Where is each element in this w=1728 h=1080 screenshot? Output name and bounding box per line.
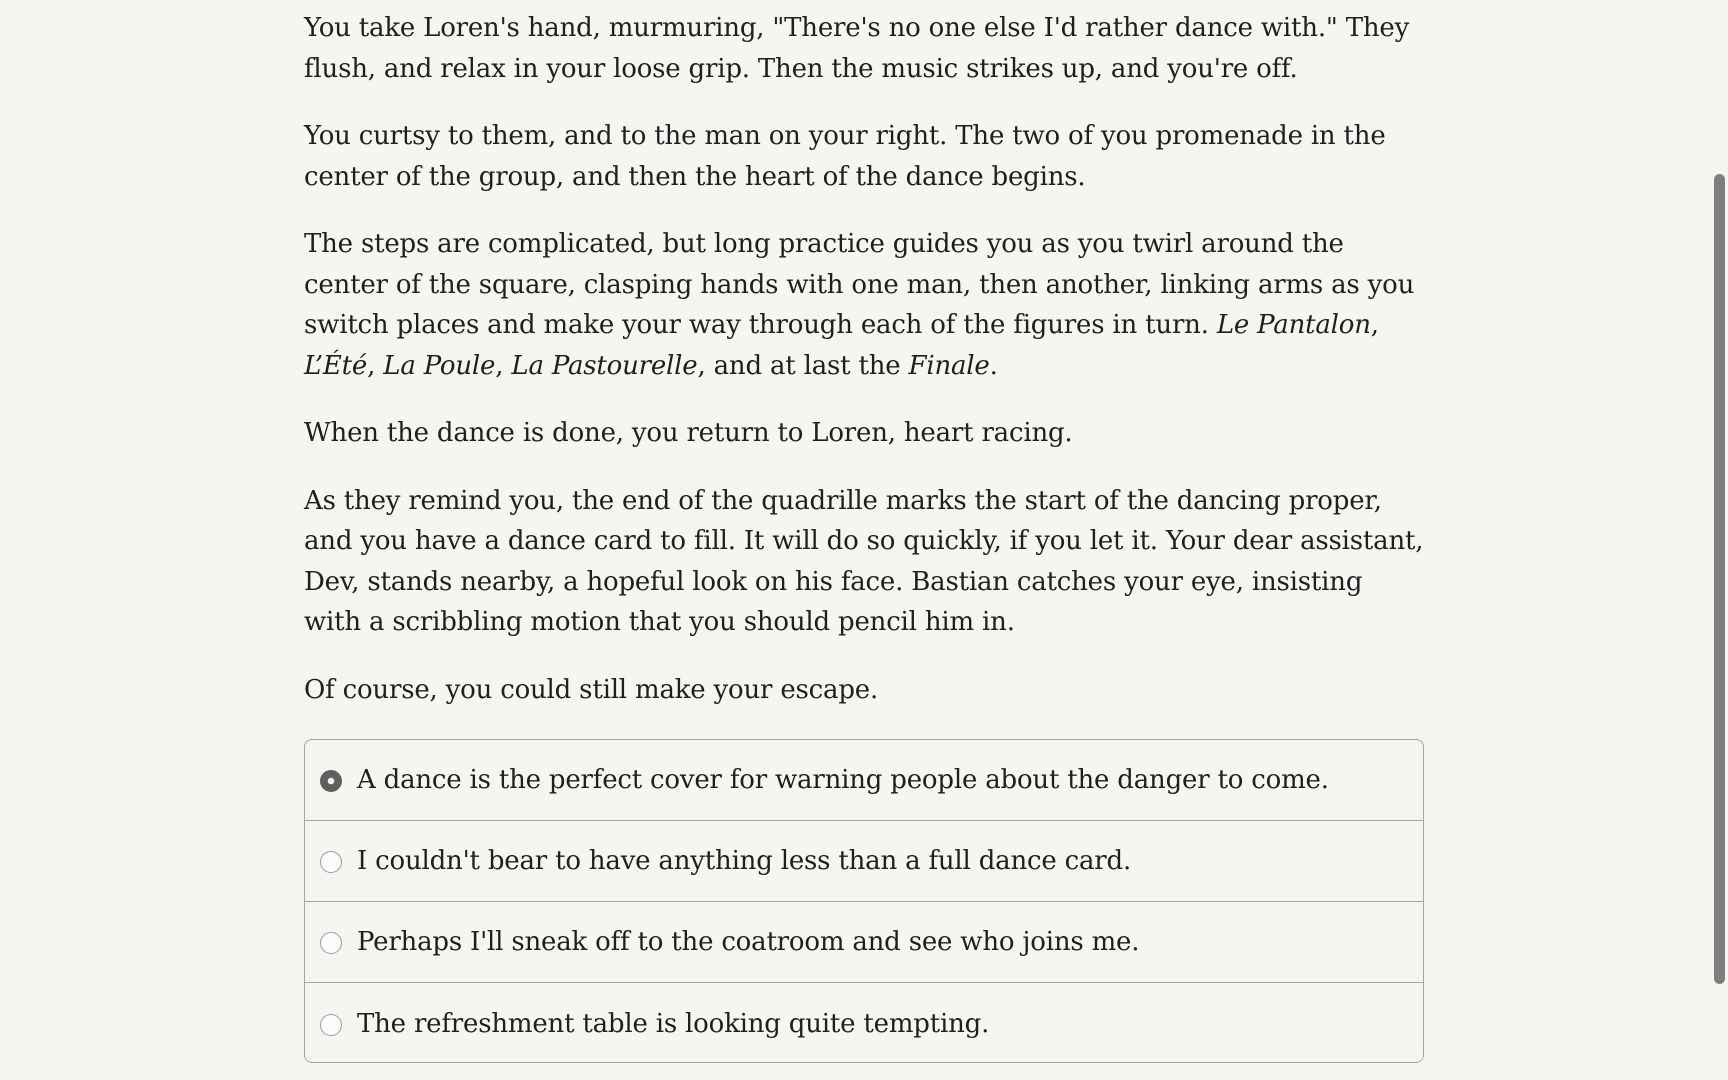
paragraph-end: . [989, 350, 998, 381]
separator: , and at last the [697, 350, 909, 381]
story-paragraph-5: As they remind you, the end of the quadrille marks the start of the dancing proper, and you have a dance card to fill. It will do so quickly, if you let it. Your dear assistant, Dev, stands nearby, a hopeful look on his face. Bastian catches your eye, insisting with a scribbling motion that you should pencil him in. [304, 485, 1424, 637]
story-paragraph-6: Of course, you could still make your escape. [304, 674, 879, 705]
radio-button-checked-icon[interactable] [320, 770, 342, 792]
choice-option-2[interactable] [305, 821, 1423, 902]
choice-label: The refreshment table is looking quite tempting. [357, 1008, 990, 1039]
dance-name-la-poule: La Poule [383, 350, 496, 381]
story-text [304, 8, 1424, 737]
separator: , [495, 350, 512, 381]
scrollbar-track[interactable] [1710, 0, 1728, 1080]
radio-button-icon[interactable] [320, 851, 342, 873]
choice-option-1[interactable] [305, 740, 1423, 821]
story-paragraph-3-text: The steps are complicated, but long practice guides you as you twirl around the center of the square, clasping hands with one man, then another, linking arms as you switch places and make your way through each of the figures in turn. [304, 229, 1415, 340]
story-paragraph-1: You take Loren's hand, murmuring, "There's no one else I'd rather dance with." They flush, and relax in your loose grip. Then the music strikes up, and you're off. [304, 13, 1410, 84]
choice-label: I couldn't bear to have anything less than a full dance card. [357, 846, 1132, 876]
story-paragraph-3 [304, 224, 1424, 386]
choice-label: A dance is the perfect cover for warning people about the danger to come. [357, 765, 1329, 795]
dance-name-l-ete: L’Été [304, 350, 368, 381]
story-paragraph-2: You curtsy to them, and to the man on your right. The two of you promenade in the center of the group, and then the heart of the dance begins. [304, 121, 1386, 192]
choice-list [304, 739, 1424, 1063]
radio-button-icon[interactable] [320, 1014, 342, 1036]
dance-name-la-pastourelle: La Pastourelle [511, 350, 698, 381]
radio-button-icon[interactable] [320, 932, 342, 954]
separator: , [367, 350, 384, 381]
story-paragraph-4: When the dance is done, you return to Loren, heart racing. [304, 418, 1073, 448]
scrollbar-thumb[interactable] [1714, 174, 1725, 984]
choice-option-3[interactable] [305, 902, 1423, 983]
separator: , [1370, 310, 1379, 340]
dance-name-finale: Finale [908, 350, 990, 381]
choice-label: Perhaps I'll sneak off to the coatroom and see who joins me. [357, 927, 1140, 957]
choice-option-4[interactable] [305, 983, 1423, 1063]
dance-name-le-pantalon: Le Pantalon [1216, 310, 1371, 340]
